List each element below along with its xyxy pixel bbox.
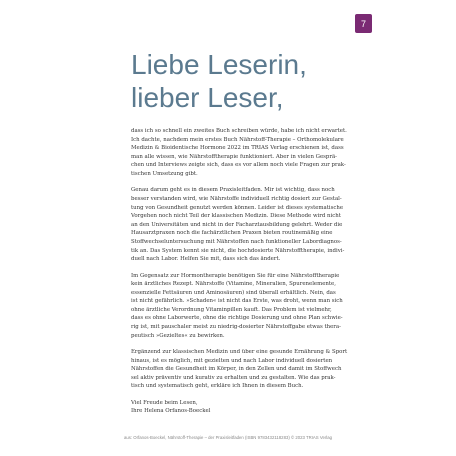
text-line: dass es ohne Laborwerte, ohne die richtige Dosierung und ohne Plan schwie- [131, 315, 343, 322]
text-line: Nährstoffen die Gesundheit im Körper, in den Zellen und damit im Stoffwech [131, 366, 342, 373]
text-line: Medizin & Bioidentische Hormone 2022 im TRIAS Verlag erschienen ist, dass [131, 145, 344, 152]
text-line: Ich dachte, nachdem mein erstes Buch Nährstoff-Therapie – Orthomolekulare [131, 136, 344, 143]
text-line: dass ich so schnell ein zweites Buch schreiben würde, habe ich nicht erwartet. [131, 128, 347, 134]
text-line: chen und Interviews zeigte sich, dass es vor allem noch viele Fragen zur prak- [131, 162, 346, 169]
text-line: man alle wissen, wie Nährstofftherapie funktioniert. Aber in vielen Gesprä- [131, 153, 337, 160]
closing-line: Viel Freude beim Lesen, [131, 399, 198, 406]
text-line: kein ärztliches Rezept. Nährstoffe (Vitamine, Mineralien, Spurenelemente, [131, 281, 336, 288]
text-line: hinaus, ist es möglich, mit gezielten und nach Labor individuell dosierten [131, 357, 333, 364]
text-line: Genau darum geht es in diesem Praxisleitfaden. Mir ist wichtig, dass noch [131, 187, 335, 194]
text-line: Vorgehen noch nicht Teil der klassischen Medizin. Diese Methode wird nicht [131, 213, 341, 220]
text-line: Hausarztpraxen noch die fachärztlichen Praxen bieten routinemäßig eine [131, 230, 333, 237]
text-line: tung von Gesundheit genutzt werden können. Leider ist dieses systematische [131, 204, 344, 211]
copyright-footer: aus: Orfanos-Boeckel, Nährstoff-Therapie – der Praxisleitfaden (ISBN 9783432118283) © 2023 TRIAS Verlag [123, 435, 333, 440]
paragraph-2 [131, 186, 359, 263]
text-line: essenzielle Fettsäuren und Aminosäuren) sind überall erhältlich. Nein, das [131, 289, 336, 296]
text-line: tisch und systematisch geht, erkläre ich Ihnen in diesem Buch. [131, 383, 304, 390]
paragraph-3 [131, 272, 359, 341]
salutation-line-1: Liebe Leserin, [131, 49, 307, 80]
text-line: sel aktiv präventiv und kurativ zu erhalten und zu gestalten. Wie das prak- [131, 374, 336, 381]
signature-line: Ihre Helena Orfanos-Boeckel [131, 408, 211, 415]
text-line: Ergänzend zur klassischen Medizin und über eine gesunde Ernährung & Sport [131, 349, 348, 356]
text-line: Stoffwechseluntersuchung mit Nährstoffen nach funktioneller Labordiagnos- [131, 238, 342, 245]
page-number-badge: 7 [355, 14, 372, 33]
closing-signature [131, 399, 359, 416]
text-line: Im Gegensatz zur Hormontherapie benötigen Sie für eine Nährstofftherapie [131, 272, 340, 279]
text-line: besser verstanden wird, wie Nährstoffe individuell richtig dosiert zur Gestal- [131, 195, 342, 202]
text-line: tik an. Das System kennt sie nicht, die hochdosierte Nährstofftherapie, indivi- [131, 247, 345, 254]
salutation-line-2: lieber Leser, [131, 82, 284, 113]
text-line: peutisch »Gezieltes« zu bewirken. [131, 332, 225, 339]
paragraph-4 [131, 348, 359, 391]
text-line: rig ist, mit pauschaler meist zu niedrig-dosierter Nährstoffgabe etwas thera- [131, 324, 341, 331]
text-line: an den Universitäten und nicht in der Facharztausbildung gelehrt. Weder die [131, 221, 343, 228]
letter-body [131, 127, 359, 424]
text-line: tischen Umsetzung gibt. [131, 170, 198, 177]
text-line: duell nach Labor. Helfen Sie mit, dass sich das ändert. [131, 256, 281, 263]
paragraph-1 [131, 127, 359, 179]
salutation-heading [131, 48, 391, 114]
text-line: ohne ärztliche Verordnung Vitaminpillen kauft. Das Problem ist vielmehr, [131, 306, 332, 313]
text-line: ist nicht gefährlich. »Schaden« ist nicht das Erste, was droht, wenn man sich [131, 298, 343, 305]
